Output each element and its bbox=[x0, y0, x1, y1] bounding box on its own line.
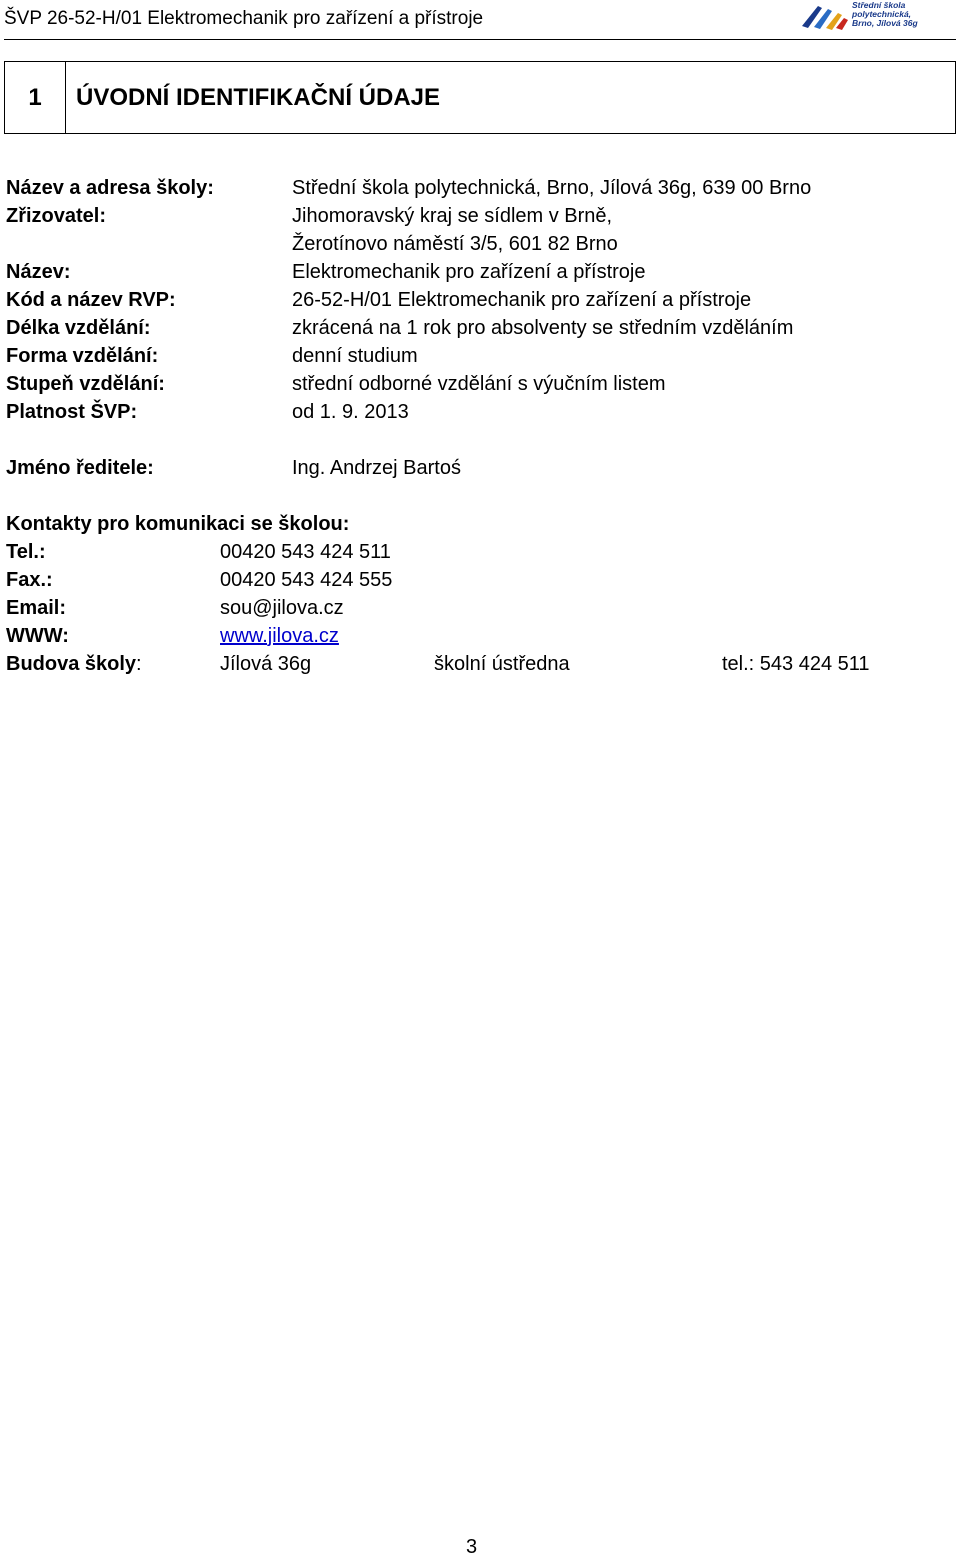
running-header-title: ŠVP 26-52-H/01 Elektromechanik pro zařízení a přístroje bbox=[4, 8, 484, 29]
id-label: Název a adresa školy: bbox=[6, 177, 214, 199]
building-label: Budova školy bbox=[6, 653, 137, 675]
school-logo-text: Střední škola polytechnická, Brno, Jílová 36g bbox=[852, 0, 918, 28]
id-value: 26-52-H/01 Elektromechanik pro zařízení a přístroje bbox=[292, 289, 752, 311]
header-divider bbox=[4, 39, 956, 40]
school-logo bbox=[800, 0, 950, 32]
fax-value: 00420 543 424 555 bbox=[220, 569, 393, 591]
id-value: střední odborné vzdělání s výučním listem bbox=[292, 373, 666, 395]
website-link[interactable]: www.jilova.cz bbox=[220, 625, 339, 647]
building-tel: tel.: 543 424 511 bbox=[722, 653, 870, 675]
id-label: Zřizovatel: bbox=[6, 205, 107, 227]
id-value: od 1. 9. 2013 bbox=[292, 401, 409, 423]
id-value: zkrácená na 1 rok pro absolventy se středním vzděláním bbox=[292, 317, 794, 339]
tel-label: Tel. bbox=[6, 541, 39, 563]
www-label: WWW: bbox=[6, 625, 69, 647]
page-number: 3 bbox=[466, 1536, 478, 1558]
id-value: Střední škola polytechnická, Brno, Jílová 36g, 639 00 Brno bbox=[292, 177, 812, 199]
email-value: sou@jilova.cz bbox=[220, 597, 344, 619]
school-logo-icon bbox=[800, 0, 850, 30]
section-number: 1 bbox=[5, 62, 66, 133]
id-value: Žerotínovo náměstí 3/5, 601 82 Brno bbox=[292, 233, 618, 255]
director-name: Ing. Andrzej Bartoś bbox=[292, 457, 461, 479]
id-label: Název: bbox=[6, 261, 71, 283]
id-label: Kód a název RVP: bbox=[6, 289, 176, 311]
id-label: Stupeň vzdělání: bbox=[6, 373, 165, 395]
building-office: školní ústředna bbox=[434, 653, 570, 675]
tel-value: 00420 543 424 511 bbox=[220, 541, 391, 563]
fax-label: Fax. bbox=[6, 569, 47, 591]
email-label: Email: bbox=[6, 597, 67, 619]
section-heading bbox=[4, 61, 956, 134]
building-address: Jílová 36g bbox=[220, 653, 312, 675]
id-label: Forma vzdělání: bbox=[6, 345, 159, 367]
id-value: denní studium bbox=[292, 345, 418, 367]
id-label: Platnost ŠVP: bbox=[6, 401, 138, 423]
id-value: Jihomoravský kraj se sídlem v Brně, bbox=[292, 205, 613, 227]
director-label: Jméno ředitele: bbox=[6, 457, 154, 479]
section-title: ÚVODNÍ IDENTIFIKAČNÍ ÚDAJE bbox=[76, 83, 441, 111]
id-value: Elektromechanik pro zařízení a přístroje bbox=[292, 261, 646, 283]
id-label: Délka vzdělání: bbox=[6, 317, 151, 339]
